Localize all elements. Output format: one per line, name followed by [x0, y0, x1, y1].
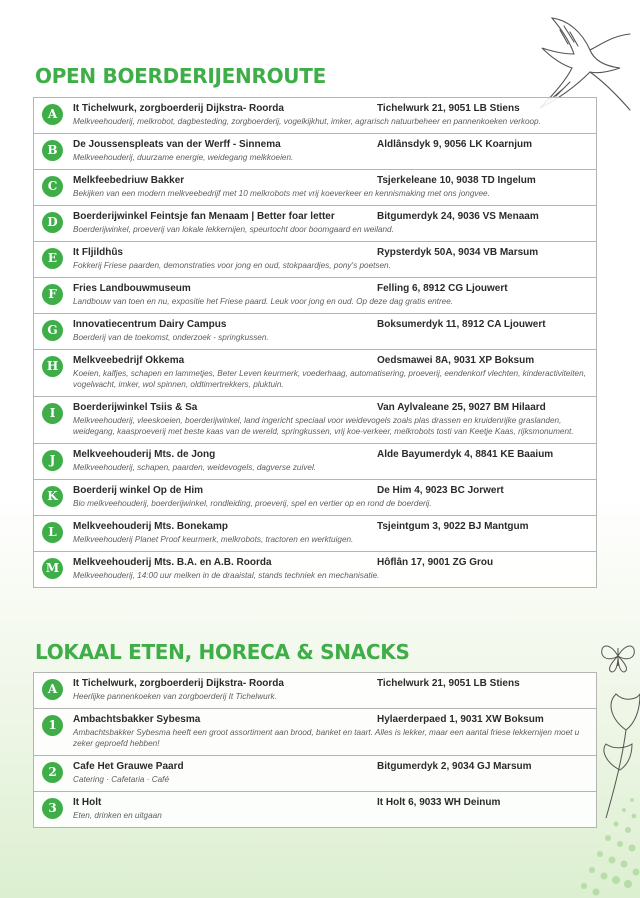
location-address: Tichelwurk 21, 9051 LB Stiens	[377, 103, 520, 114]
item-header	[73, 354, 588, 367]
location-badge: 3	[42, 798, 63, 819]
location-name: It Tichelwurk, zorgboerderij Dijkstra- Roorda	[73, 103, 284, 114]
location-address: Tsjerkeleane 10, 9038 TD Ingelum	[377, 175, 536, 186]
location-address: Tsjeintgum 3, 9022 BJ Mantgum	[377, 521, 529, 532]
location-badge: 1	[42, 715, 63, 736]
location-address: Van Aylvaleane 25, 9027 BM Hilaard	[377, 402, 546, 413]
item-header	[73, 210, 588, 223]
list-item	[34, 206, 596, 242]
item-header	[73, 102, 588, 115]
location-name: De Joussenspleats van der Werff - Sinnema	[73, 139, 281, 150]
item-header	[73, 401, 588, 414]
location-address: Tichelwurk 21, 9051 LB Stiens	[377, 678, 520, 689]
location-badge: I	[42, 403, 63, 424]
location-name: It Tichelwurk, zorgboerderij Dijkstra- Roorda	[73, 678, 284, 689]
location-badge: M	[42, 558, 63, 579]
list-item	[34, 134, 596, 170]
location-name: It Fljildhûs	[73, 247, 123, 258]
butterfly-icon	[598, 636, 638, 676]
location-description: Ambachtsbakker Sybesma heeft een groot assortiment aan brood, banket en taart. Alles is lekker, maar een aantal friese lekkernijen moet u zeker geproefd hebben!	[73, 728, 580, 748]
location-address: Bitgumerdyk 24, 9036 VS Menaam	[377, 211, 539, 222]
location-name: Innovatiecentrum Dairy Campus	[73, 319, 227, 330]
location-name: It Holt	[73, 797, 102, 808]
location-badge: L	[42, 522, 63, 543]
list-item	[34, 350, 596, 397]
location-description: Melkveehouderij, 14:00 uur melken in de draaistal, stands techniek en mechanisatie.	[73, 571, 380, 580]
list-item	[34, 314, 596, 350]
section-title-food: LOKAAL ETEN, HORECA & SNACKS	[35, 640, 410, 664]
item-header	[73, 282, 588, 295]
item-header	[73, 677, 588, 690]
location-name: Melkveehouderij Mts. de Jong	[73, 449, 216, 460]
location-address: De Him 4, 9023 BC Jorwert	[377, 485, 504, 496]
food-list	[33, 672, 597, 828]
item-header	[73, 520, 588, 533]
list-item	[34, 278, 596, 314]
location-description: Bekijken van een modern melkveebedrijf met 10 melkrobots met vrij koeverkeer en kennismaking met ons jongvee.	[73, 189, 490, 198]
route-list	[33, 97, 597, 588]
location-description: Boerderij van de toekomst, onderzoek - springkussen.	[73, 333, 269, 342]
list-item	[34, 480, 596, 516]
location-description: Heerlijke pannenkoeken van zorgboerderij It Tichelwurk.	[73, 692, 277, 701]
location-badge: D	[42, 212, 63, 233]
location-address: Hylaerderpaed 1, 9031 XW Boksum	[377, 714, 544, 725]
location-badge: G	[42, 320, 63, 341]
location-name: Melkveebedrijf Okkema	[73, 355, 185, 366]
location-name: Melkveehouderij Mts. Bonekamp	[73, 521, 229, 532]
list-item	[34, 756, 596, 792]
location-name: Ambachtsbakker Sybesma	[73, 714, 201, 725]
location-description: Landbouw van toen en nu, expositie het Friese paard. Leuk voor jong en oud. Op deze dag gratis entree.	[73, 297, 454, 306]
list-item	[34, 709, 596, 756]
location-description: Catering · Cafetaria · Café	[73, 775, 170, 784]
location-description: Fokkerij Friese paarden, demonstraties voor jong en oud, stokpaardjes, pony's poetsen.	[73, 261, 391, 270]
location-name: Boerderijwinkel Tsiis & Sa	[73, 402, 198, 413]
item-header	[73, 318, 588, 331]
location-badge: A	[42, 679, 63, 700]
location-address: Boksumerdyk 11, 8912 CA Ljouwert	[377, 319, 546, 330]
item-header	[73, 796, 588, 809]
list-item	[34, 516, 596, 552]
location-badge: H	[42, 356, 63, 377]
item-header	[73, 174, 588, 187]
item-header	[73, 556, 588, 569]
location-address: Oedsmawei 8A, 9031 XP Boksum	[377, 355, 535, 366]
list-item	[34, 673, 596, 709]
location-address: Rypsterdyk 50A, 9034 VB Marsum	[377, 247, 539, 258]
ginkgo-leaf-icon	[596, 690, 640, 820]
location-address: It Holt 6, 9033 WH Deinum	[377, 797, 501, 808]
location-badge: B	[42, 140, 63, 161]
item-header	[73, 246, 588, 259]
location-address: Felling 6, 8912 CG Ljouwert	[377, 283, 508, 294]
list-item	[34, 397, 596, 444]
list-item	[34, 170, 596, 206]
location-badge: F	[42, 284, 63, 305]
list-item	[34, 242, 596, 278]
location-description: Boerderijwinkel, proeverij van lokale lekkernijen, speurtocht door boomgaard en weiland.	[73, 225, 394, 234]
location-name: Boerderij winkel Op de Him	[73, 485, 204, 496]
item-header	[73, 138, 588, 151]
location-description: Eten, drinken en uitgaan	[73, 811, 162, 820]
list-item	[34, 98, 596, 134]
location-description: Melkveehouderij, vleeskoeien, boerderijwinkel, land ingericht speciaal voor weidevogels zoals plas drassen en kruidenrijke graslanden, weidegang, kaasproeverij met beste kaas van de wereld, springkussen, vrij koe-verkeer, melkrobots tosti van Keetje Kaas, rijksmonument.	[73, 416, 574, 436]
list-item	[34, 552, 596, 588]
location-address: Alde Bayumerdyk 4, 8841 KE Baaium	[377, 449, 554, 460]
location-name: Melkfeebedriuw Bakker	[73, 175, 185, 186]
location-badge: A	[42, 104, 63, 125]
location-name: Fries Landbouwmuseum	[73, 283, 191, 294]
location-badge: E	[42, 248, 63, 269]
location-description: Melkveehouderij, schapen, paarden, weidevogels, dagverse zuivel.	[73, 463, 317, 472]
location-name: Cafe Het Grauwe Paard	[73, 761, 184, 772]
location-badge: 2	[42, 762, 63, 783]
item-header	[73, 448, 588, 461]
item-header	[73, 713, 588, 726]
item-header	[73, 760, 588, 773]
location-description: Koeien, kalfjes, schapen en lammetjes, Beter Leven keurmerk, voederhaag, automatisering, proeverij, eendenkorf vlechten, kinderactiviteiten, vogelwacht, imker, wol spinnen, oldtimertrekkers, pluktuin.	[73, 369, 586, 389]
location-badge: K	[42, 486, 63, 507]
location-description: Melkveehouderij, melkrobot, dagbesteding, zorgboerderij, vogelkijkhut, imker, agrarisch natuurbeheer en pannenkoeken verkoop.	[73, 117, 541, 126]
section-title-route: OPEN BOERDERIJENROUTE	[35, 64, 326, 88]
location-description: Bio melkveehouderij, boerderijwinkel, rondleiding, proeverij, spel en vertier op en rond de boerderij.	[73, 499, 432, 508]
location-address: Aldlânsdyk 9, 9056 LK Koarnjum	[377, 139, 533, 150]
location-address: Hôflân 17, 9001 ZG Grou	[377, 557, 494, 568]
item-header	[73, 484, 588, 497]
location-badge: J	[42, 450, 63, 471]
list-item	[34, 444, 596, 480]
location-badge: C	[42, 176, 63, 197]
location-description: Melkveehouderij Planet Proof keurmerk, melkrobots, tractoren en werktuigen.	[73, 535, 354, 544]
location-address: Bitgumerdyk 2, 9034 GJ Marsum	[377, 761, 532, 772]
location-name: Melkveehouderij Mts. B.A. en A.B. Roorda	[73, 557, 272, 568]
location-name: Boerderijwinkel Feintsje fan Menaam | Better foar letter	[73, 211, 335, 222]
location-description: Melkveehouderij, duurzame energie, weidegang melkkoeien.	[73, 153, 294, 162]
list-item	[34, 792, 596, 828]
